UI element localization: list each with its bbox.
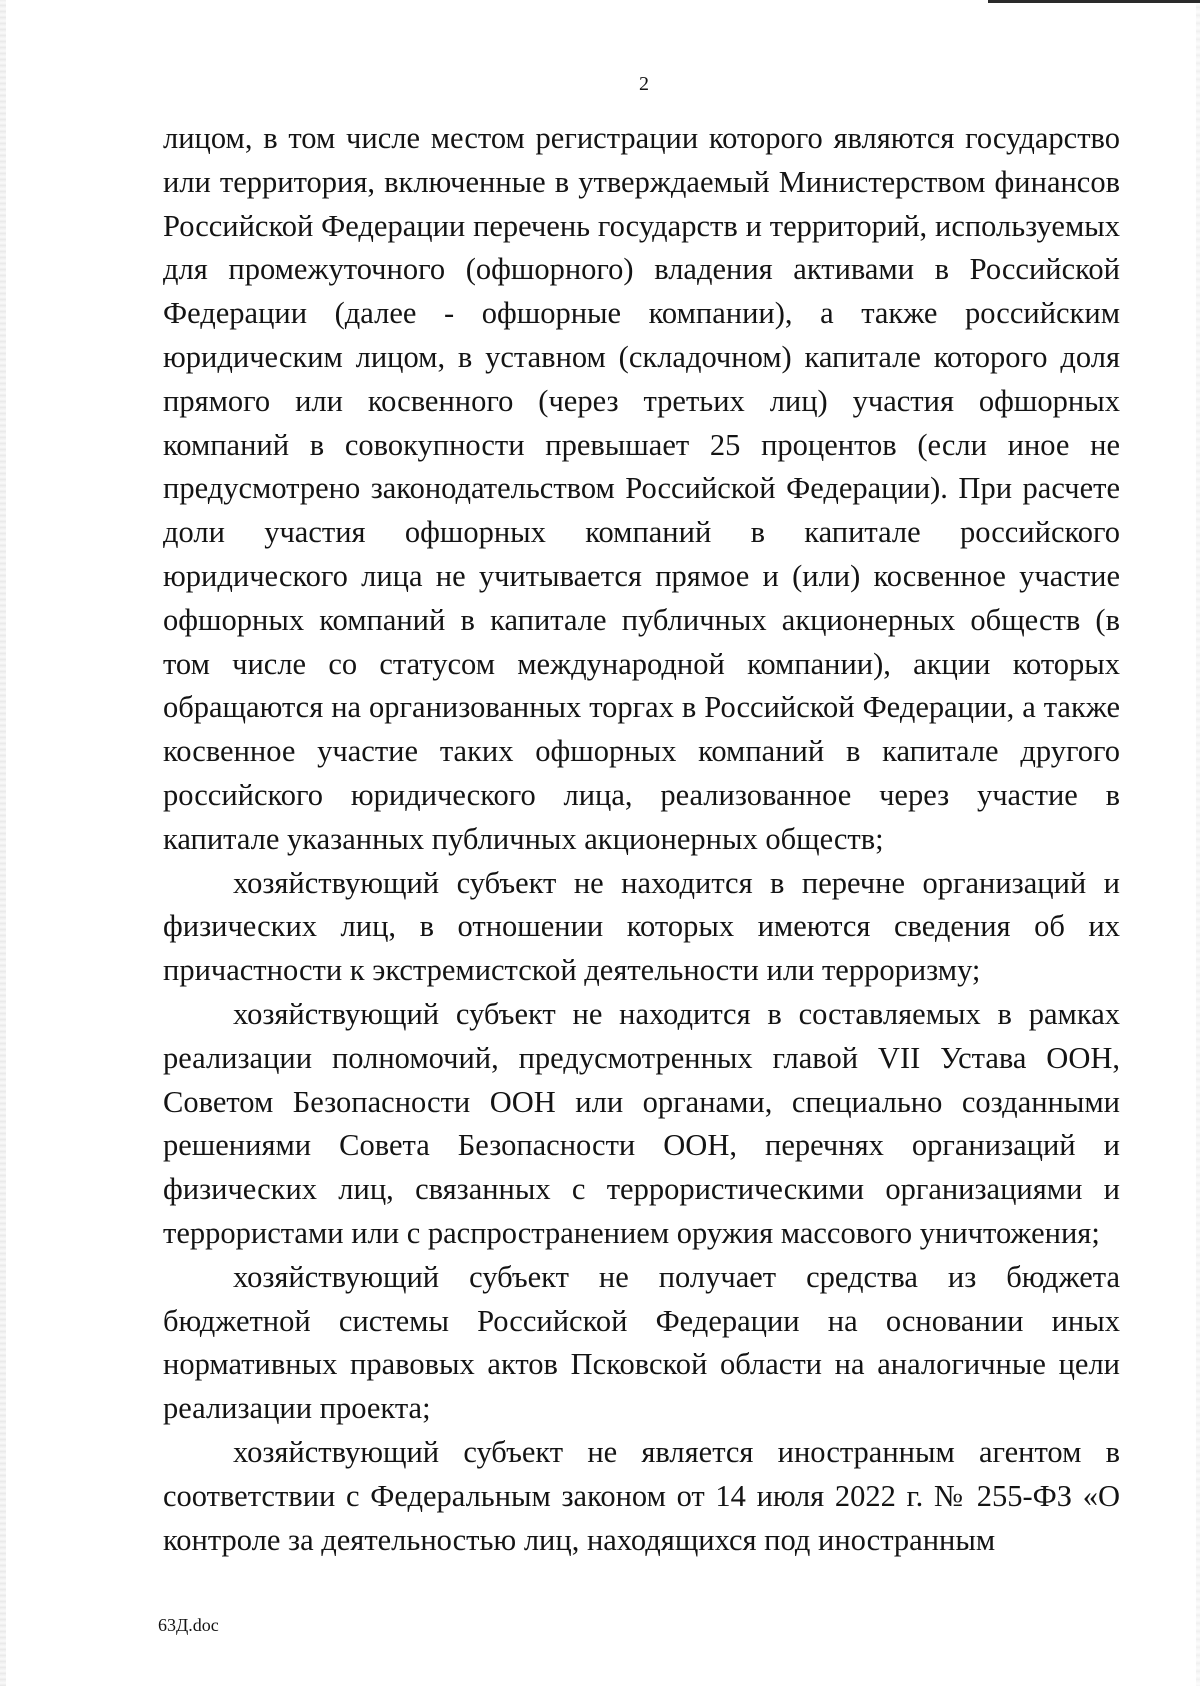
scan-left-edge [0, 0, 6, 1686]
paragraph-budget-funds: хозяйствующий субъект не получает средства из бюджета бюджетной системы Российской Федерации на основании иных нормативных правовых актов Псковской области на аналогичные цели реализации проекта; [163, 1259, 1120, 1426]
paragraph-un-sanctions-list: хозяйствующий субъект не находится в составляемых в рамках реализации полномочий, предусмотренных главой VII Устава ООН, Советом Безопасности ООН или органами, специально созданными решениями Совета Безопасности ООН, перечнях организаций и физических лиц, связанных с террористическими организациями и террористами или с распространением оружия массового уничтожения; [163, 996, 1120, 1250]
document-body [163, 117, 1120, 1562]
page-number: 2 [639, 73, 649, 95]
footer-filename: 63Д.doc [158, 1615, 219, 1635]
scan-top-mark [988, 0, 1200, 3]
paragraph-foreign-agent: хозяйствующий субъект не является иностранным агентом в соответствии с Федеральным законом от 14 июля 2022 г. № 255-ФЗ «О контроле за деятельностью лиц, находящихся под иностранным [163, 1434, 1120, 1557]
paragraph-extremism-list: хозяйствующий субъект не находится в перечне организаций и физических лиц, в отношении которых имеются сведения об их причастности к экстремистской деятельности или терроризму; [163, 865, 1120, 988]
scan-right-edge [1196, 0, 1200, 1686]
paragraph-continuation: лицом, в том числе местом регистрации которого являются государство или территория, включенные в утверждаемый Министерством финансов Российской Федерации перечень государств и территорий, используемых для промежуточного (офшорного) владения активами в Российской Федерации (далее - офшорные компании), а также российским юридическим лицом, в уставном (складочном) капитале которого доля прямого или косвенного (через третьих лиц) участия офшорных компаний в совокупности превышает 25 процентов (если иное не предусмотрено законодательством Российской Федерации). При расчете доли участия офшорных компаний в капитале российского юридического лица не учитывается прямое и (или) косвенное участие офшорных компаний в капитале публичных акционерных обществ (в том числе со статусом международной компании), акции которых обращаются на организованных торгах в Российской Федерации, а также косвенное участие таких офшорных компаний в капитале другого российского юридического лица, реализованное через участие в капитале указанных публичных акционерных обществ; [163, 121, 1120, 856]
